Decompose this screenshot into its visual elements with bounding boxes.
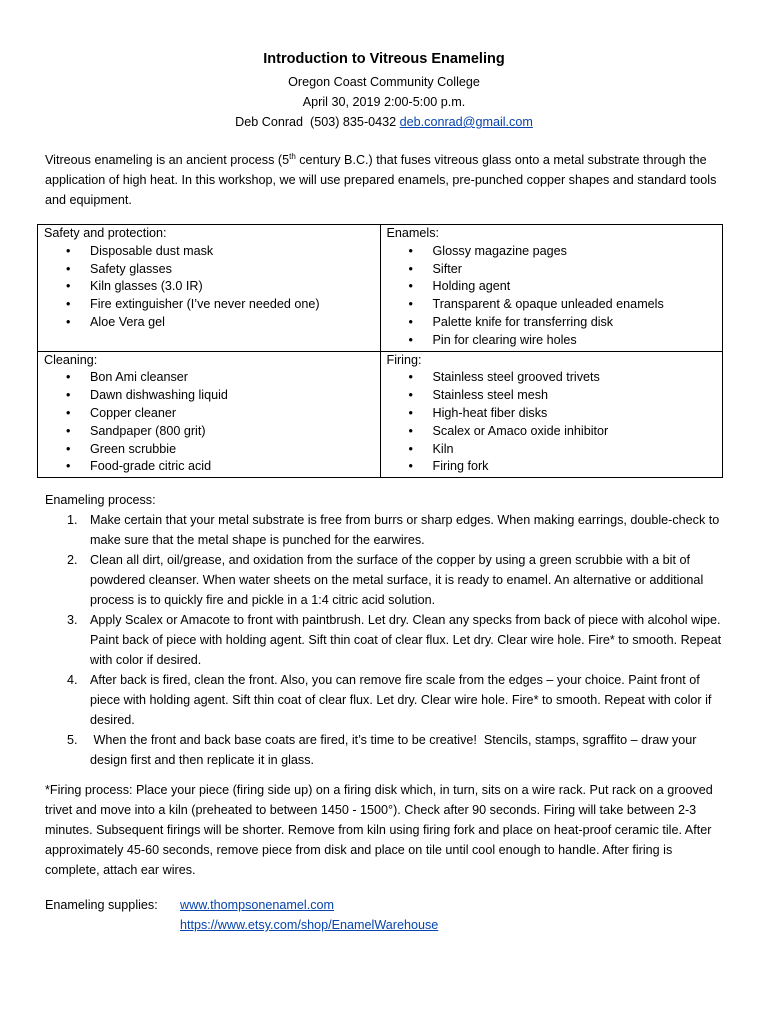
college-name: Oregon Coast Community College bbox=[288, 75, 480, 89]
enamels-cell bbox=[380, 225, 723, 352]
supplier-link-etsy[interactable]: https://www.etsy.com/shop/EnamelWarehouse bbox=[180, 918, 439, 932]
firing-cell bbox=[380, 351, 723, 478]
step-text: Make certain that your metal substrate is free from burrs or sharp edges. When making earrings, double-check to make sure that the metal shape is punched for the earwires. bbox=[90, 513, 720, 547]
list-item: • Aloe Vera gel bbox=[44, 314, 380, 332]
contact-line bbox=[0, 112, 768, 132]
step-number: 3. bbox=[67, 613, 78, 627]
step-text: Clean all dirt, oil/grease, and oxidation from the surface of the copper by using a green scrubbie with a bit of powdered cleanser. When water sheets on the metal surface, it is ready to enamel. An alternative or additional process is to quickly fire and pickle in a 1:4 citric acid solution. bbox=[90, 553, 704, 607]
tools-table bbox=[37, 224, 723, 478]
list-item: • Kiln glasses (3.0 IR) bbox=[44, 278, 380, 296]
list-item: • Sifter bbox=[387, 261, 723, 279]
enamels-heading: Enamels: bbox=[386, 226, 439, 240]
cleaning-heading: Cleaning: bbox=[44, 352, 98, 367]
list-item: • Firing fork bbox=[387, 458, 723, 476]
step-text: When the front and back base coats are fired, it’s time to be creative! Stencils, stamps, sgraffito – draw your design first and then replicate it in glass. bbox=[90, 733, 700, 767]
workshop-date-time: April 30, 2019 2:00-5:00 p.m. bbox=[302, 95, 466, 109]
list-item: • Sandpaper (800 grit) bbox=[44, 423, 380, 441]
list-item: • Scalex or Amaco oxide inhibitor bbox=[387, 423, 723, 441]
list-item: • Glossy magazine pages bbox=[387, 243, 723, 261]
intro-text-end: century B.C.) that fuses vitreous glass onto a metal substrate through the application of high heat. In this workshop, we will use prepared enamels, pre-punched copper shapes and standard tools and equipment. bbox=[45, 153, 717, 207]
list-item: • Fire extinguisher (I’ve never needed one) bbox=[44, 296, 380, 314]
process-heading: Enameling process: bbox=[45, 493, 156, 507]
contact-name-phone: Deb Conrad (503) 835-0432 bbox=[235, 115, 400, 129]
list-item: • High-heat fiber disks bbox=[387, 405, 723, 423]
process-step bbox=[45, 550, 725, 610]
firing-list bbox=[387, 369, 723, 476]
enamels-list bbox=[387, 243, 723, 350]
list-item: • Holding agent bbox=[387, 278, 723, 296]
supplies-label: Enameling supplies: bbox=[45, 898, 158, 912]
table-row bbox=[38, 351, 723, 478]
list-item: • Dawn dishwashing liquid bbox=[44, 387, 380, 405]
supplier-link-thompson[interactable]: www.thompsonenamel.com bbox=[180, 898, 334, 912]
list-item: • Safety glasses bbox=[44, 261, 380, 279]
step-number: 5. bbox=[67, 733, 78, 747]
list-item: • Transparent & opaque unleaded enamels bbox=[387, 296, 723, 314]
safety-cell bbox=[38, 225, 381, 352]
cleaning-cell bbox=[38, 351, 381, 478]
intro-text-start: Vitreous enameling is an ancient process (5 bbox=[45, 153, 290, 167]
list-item: • Green scrubbie bbox=[44, 441, 380, 459]
process-step bbox=[45, 510, 725, 550]
firing-heading: Firing: bbox=[386, 352, 422, 367]
process-step bbox=[45, 610, 725, 670]
cleaning-list bbox=[44, 369, 380, 476]
step-number: 1. bbox=[67, 513, 78, 527]
intro-paragraph bbox=[45, 150, 725, 210]
step-number: 2. bbox=[67, 553, 78, 567]
contact-email-link[interactable]: deb.conrad@gmail.com bbox=[399, 115, 533, 129]
step-number: 4. bbox=[67, 673, 78, 687]
safety-heading: Safety and protection: bbox=[44, 226, 167, 240]
process-step bbox=[45, 670, 725, 730]
step-text: After back is fired, clean the front. Also, you can remove fire scale from the edges – your choice. Paint front of piece with holding agent. Sift thin coat of clear flux. Let dry. Clear wire hole. Fire* to smooth. Repeat with color if desired. bbox=[90, 673, 712, 727]
list-item: • Stainless steel grooved trivets bbox=[387, 369, 723, 387]
list-item: • Pin for clearing wire holes bbox=[387, 332, 723, 350]
process-steps bbox=[45, 510, 725, 770]
list-item: • Copper cleaner bbox=[44, 405, 380, 423]
list-item: • Kiln bbox=[387, 441, 723, 459]
list-item: • Food-grade citric acid bbox=[44, 458, 380, 476]
safety-list bbox=[44, 243, 380, 332]
list-item: • Bon Ami cleanser bbox=[44, 369, 380, 387]
table-row bbox=[38, 225, 723, 352]
list-item: • Disposable dust mask bbox=[44, 243, 380, 261]
process-step bbox=[45, 730, 725, 770]
document-title: Introduction to Vitreous Enameling bbox=[263, 51, 505, 67]
list-item: • Palette knife for transferring disk bbox=[387, 314, 723, 332]
list-item: • Stainless steel mesh bbox=[387, 387, 723, 405]
step-text: Apply Scalex or Amacote to front with paintbrush. Let dry. Clean any specks from back of piece with alcohol wipe. Paint back of piece with holding agent. Sift thin coat of clear flux. Let dry. Clear wire hole. Fire* to smooth. Repeat with color if desired. bbox=[90, 613, 722, 667]
intro-superscript: th bbox=[289, 151, 296, 161]
firing-process-note: *Firing process: Place your piece (firing side up) on a firing disk which, in turn, sits on a wire rack. Put rack on a grooved trivet and move into a kiln (preheated to between 1450 - 1500°). Check after 90 seconds. Firing will take between 2-3 minutes. Subsequent firings will be shorter. Remove from kiln using firing fork and place on heat-proof ceramic tile. After approximately 45-60 seconds, remove piece from disk and place on tile until cool enough to handle. After firing is complete, attach ear wires. bbox=[45, 783, 713, 877]
